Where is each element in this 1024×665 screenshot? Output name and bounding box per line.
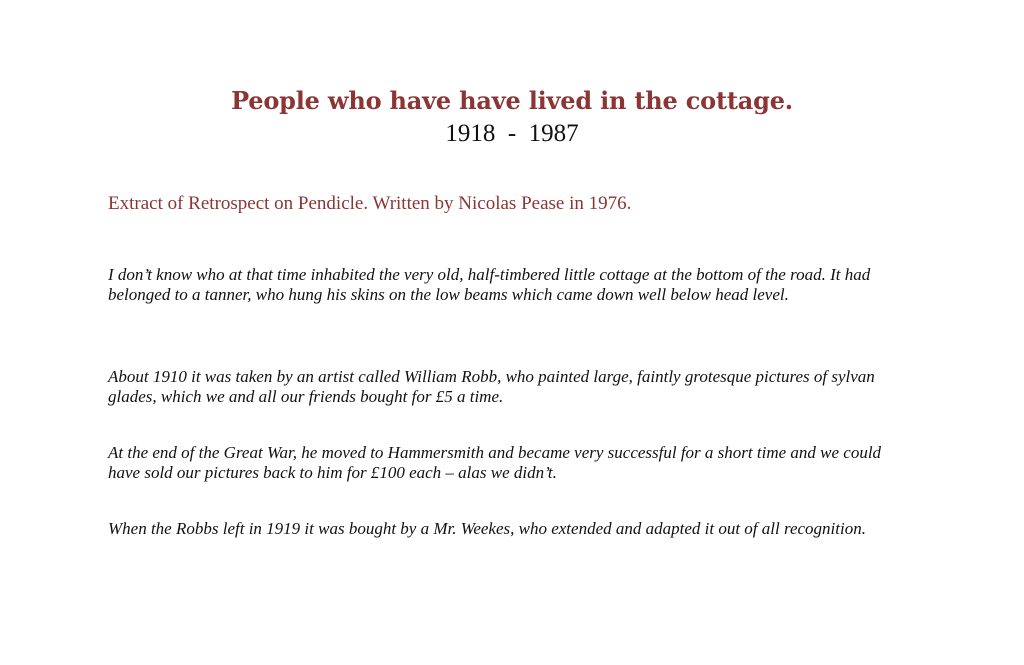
paragraph-mr-weekes: When the Robbs left in 1919 it was bought by a Mr. Weekes, who extended and adapted it out of all recognition. bbox=[108, 519, 866, 538]
year-range: 1918 - 1987 bbox=[445, 120, 579, 147]
extract-source-line: Extract of Retrospect on Pendicle. Written by Nicolas Pease in 1976. bbox=[108, 193, 632, 214]
paragraph-william-robb: About 1910 it was taken by an artist called William Robb, who painted large, faintly grotesque pictures of sylvan glades, which we and all our friends bought for £5 a time. bbox=[108, 367, 875, 406]
page-title: People who have have lived in the cottage. bbox=[231, 86, 793, 115]
paragraph-great-war: At the end of the Great War, he moved to Hammersmith and became very successful for a short time and we could have sold our pictures back to him for £100 each – alas we didn’t. bbox=[108, 443, 882, 482]
heading-block bbox=[0, 84, 1024, 150]
paragraph-tanner: I don’t know who at that time inhabited the very old, half-timbered little cottage at the bottom of the road. It had belonged to a tanner, who hung his skins on the low beams which came down well below head level. bbox=[108, 265, 871, 304]
